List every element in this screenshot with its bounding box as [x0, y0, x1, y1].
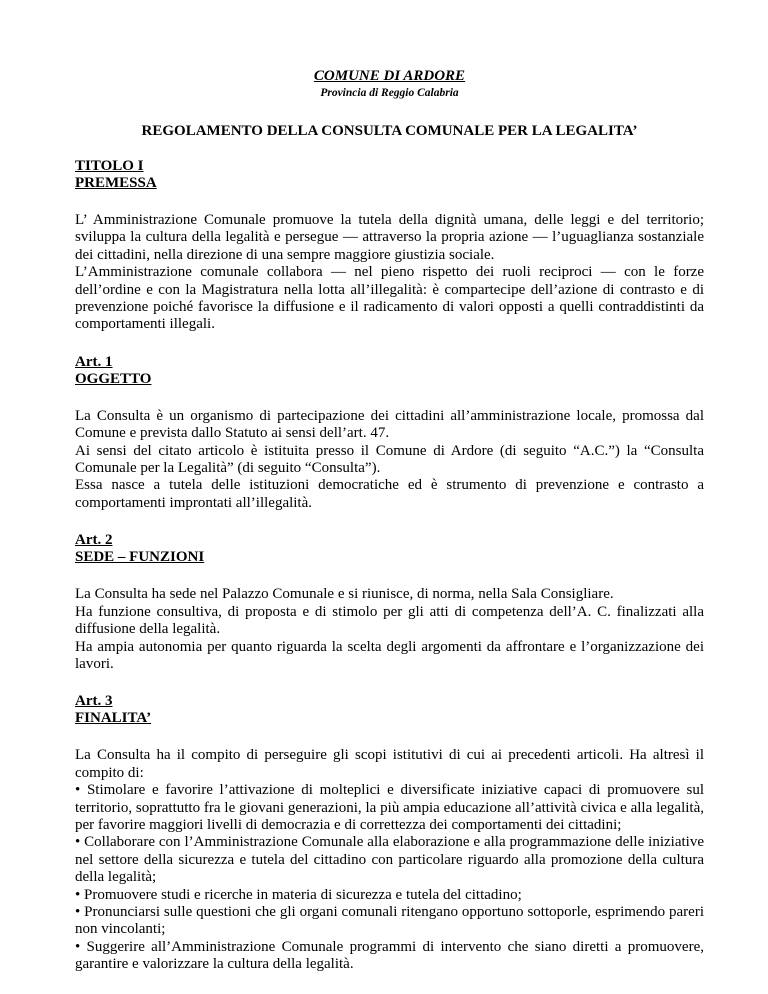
- section-heading-2: FINALITA’: [75, 710, 152, 727]
- section-art-3: [75, 693, 704, 973]
- section-heading-2: PREMESSA: [75, 175, 157, 191]
- section-heading-1: Art. 2: [75, 532, 113, 549]
- section-body: [75, 586, 704, 673]
- section-premessa: [75, 158, 704, 334]
- bullet-item: • Collaborare con l’Amministrazione Comunale alla elaborazione e alla programmazione delle iniziative nel settore della sicurezza e tutela del cittadino con particolare riguardo alla promozione della cultura della legalità;: [75, 834, 704, 886]
- paragraph: La Consulta ha sede nel Palazzo Comunale e si riunisce, di norma, nella Sala Consigliare.: [75, 586, 614, 603]
- section-art-2: [75, 532, 704, 673]
- bullet-item: • Stimolare e favorire l’attivazione di molteplici e diversificate iniziative capaci di promuovere sul territorio, soprattutto fra le giovani generazioni, la più ampia educazione all’attività civica e alla legalità, per favorire maggiori livelli di democrazia e di correttezza dei comportamenti dei cittadini;: [75, 782, 704, 833]
- paragraph: Essa nasce a tutela delle istituzioni democratiche ed è strumento di prevenzione e contrasto a comportamenti improntati all’illegalità.: [75, 477, 704, 511]
- section-body: [75, 747, 704, 973]
- section-heading-1: Art. 3: [75, 693, 113, 710]
- paragraph: La Consulta è un organismo di partecipazione dei cittadini all’amministrazione locale, promossa dal Comune e prevista dallo Statuto ai sensi dell’art. 47.: [75, 407, 704, 442]
- bullet-item: • Suggerire all’Amministrazione Comunale programmi di intervento che siano diretti a promuovere, garantire e valorizzare la cultura della legalità.: [75, 938, 704, 973]
- section-heading-1: Art. 1: [75, 353, 113, 370]
- paragraph: La Consulta ha il compito di perseguire gli scopi istitutivi di cui ai precedenti articoli. Ha altresì il compito di:: [75, 747, 704, 781]
- section-heading-1: TITOLO I: [75, 158, 144, 174]
- paragraph: Ha funzione consultiva, di proposta e di stimolo per gli atti di competenza dell’A. C. finalizzati alla diffusione della legalità.: [75, 603, 704, 638]
- province-name: Provincia di Reggio Calabria: [320, 87, 459, 99]
- paragraph: Ha ampia autonomia per quanto riguarda la scelta degli argomenti da affrontare e l’organizzazione dei lavori.: [75, 638, 704, 672]
- section-body: [75, 212, 704, 334]
- section-art-1: [75, 354, 704, 512]
- paragraph: Ai sensi del citato articolo è istituita presso il Comune di Ardore (di seguito “A.C.”) la “Consulta Comunale per la Legalità” (di seguito “Consulta”).: [75, 442, 704, 477]
- paragraph: L’Amministrazione comunale collabora — nel pieno rispetto dei ruoli reciproci — con le forze dell’ordine e con la Magistratura nella lotta all’illegalità: è compartecipe dell’azione di contrasto e di prevenzione poiché favorisce la diffusione e il radicamento di valori opposti a quelli contraddistinti da comportamenti illegali.: [75, 264, 704, 333]
- section-body: [75, 408, 704, 512]
- document-title: REGOLAMENTO DELLA CONSULTA COMUNALE PER LA LEGALITA’: [141, 123, 638, 139]
- municipality-name: COMUNE DI ARDORE: [313, 68, 466, 84]
- section-heading-2: SEDE – FUNZIONI: [75, 549, 205, 566]
- section-heading-2: OGGETTO: [75, 370, 152, 387]
- bullet-item: • Promuovere studi e ricerche in materia di sicurezza e tutela del cittadino;: [75, 886, 522, 903]
- bullet-item: • Pronunciarsi sulle questioni che gli organi comunali ritengano opportuno sottoporle, esprimendo pareri non vincolanti;: [75, 903, 704, 938]
- paragraph: L’ Amministrazione Comunale promuove la tutela della dignità umana, delle leggi e del territorio; sviluppa la cultura della legalità e persegue — attraverso la propria azione — l’uguaglianza sostanziale dei cittadini, nella direzione di una sempre maggiore giustizia sociale.: [75, 212, 704, 263]
